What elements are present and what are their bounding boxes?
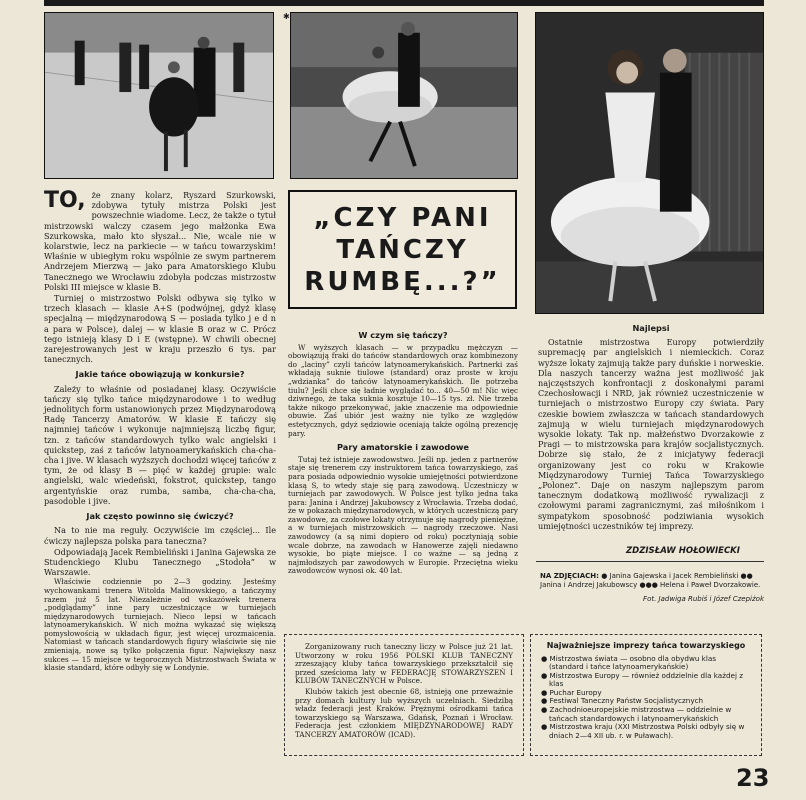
caption-rule xyxy=(536,561,764,562)
caption-text: ● Janina Gajewska i Jacek Rembieliński ●● Janina i Andrzej Jakubowscy ●●● Helena i Paweł Dvorzakowie. xyxy=(540,572,761,589)
photo-caption xyxy=(540,572,764,604)
section-heading-dances: Jakie tańce obowiązują w konkursie? xyxy=(75,369,245,380)
photo-dancers-2 xyxy=(290,12,518,179)
right-column xyxy=(538,323,764,532)
photo-dancers-3 xyxy=(535,12,764,314)
title-line-3: RUMBĘ...?” xyxy=(304,266,501,297)
events-list-item: ● Zachodnioeuropejskie mistrzostwa — oddzielnie w tańcach standardowych i latynoamerykańskich xyxy=(541,705,732,723)
photo-credit: Fot. Jadwiga Rubiś i Józef Czepiżok xyxy=(643,595,764,603)
caption-label: NA ZDJĘCIACH: xyxy=(540,572,599,580)
section-heading-practice: Jak często powinno się ćwiczyć? xyxy=(86,511,234,522)
star-glyph: ✱ xyxy=(283,12,290,21)
top-rule xyxy=(44,0,764,6)
left-column xyxy=(44,190,276,674)
practice-paragraph-2: Odpowiadają Jacek Rembieliński i Janina Gajewska ze Studenckiego Klubu Tanecznego „Stodoła” w Warszawie. xyxy=(44,546,276,578)
practice-paragraph-3: Właściwie codziennie po 2—3 godziny. Jesteśmy wychowankami trenera Witolda Malinowskiego, a tańczymy razem już 5 lat. Niezależnie od wskazówek trenera „podglądamy” inne pary uczestniczące w turniejach międzynarodowych turniejach. Nieco lepsi w tańcach latynoamerykańskich. W nich można wykazać się większą pomysłowością w układach figur, jest więcej urozmaicenia. Natomiast w tańcach standardowych figury właściwie się nie zmieniają, nowe są tylko połączenia figur. Największy nasz sukces — 15 miejsce w tegorocznych Mistrzostwach Świata w klasie standard, które odbyły się w Londynie. xyxy=(44,577,276,673)
author-signature: ZDZISŁAW HOŁOWIECKI xyxy=(626,546,740,556)
attire-paragraph: W wyższych klasach — w przypadku mężczyzn — obowiązują fraki do tańców standardowych oraz kombinezony do „laciny” czyli tańców latynoamerykańskich. Partnerki zaś wkładają suknie tiulowe (standard) oraz proste w kroju „wdzianka” do tańców latynoamerykańskich. Ile potrzeba tiulu? Jeśli chce się ładnie wyglądać to... 40—50 m! Nic więc dziwnego, że taka suknia kosztuje 10—15 tys. zł. Nie trzeba także nikogo przekonywać, jakie znaczenie ma odpowiednie obuwie. Zaś ubiór jest ważny nie tylko ze względów estetycznych, gdyż sędziowie oceniają także ogólną prezencję pary. xyxy=(288,342,518,438)
federation-box xyxy=(284,634,524,756)
middle-column xyxy=(288,326,518,577)
page-number: 23 xyxy=(736,764,770,792)
federation-paragraph-1: Zorganizowany ruch taneczny liczy w Polsce już 21 lat. Utworzony w roku 1956 POLSKI KLUB TANECZNY zrzeszający kluby tańca towarzyskiego przekształcił się przed sześcioma laty w FEDERACJĘ STOWARZYSZEŃ I KLUBÓW TANECZNYCH w Polsce. xyxy=(295,642,513,686)
events-list-item: ● Mistrzostwa Europy — również oddzielnie dla każdej z klas xyxy=(541,670,744,689)
dropcap: TO, xyxy=(44,188,86,213)
photo-dancers-1 xyxy=(44,12,274,179)
events-list-item: ● Mistrzostwa świata — osobno dla obydwu klas (standard i tańce latynoamerykańskie) xyxy=(541,653,716,672)
title-line-1: „CZY PANI xyxy=(313,202,492,233)
intro-paragraph: TO, że znany kolarz, Ryszard Szurkowski, zdobywa tytuły mistrza Polski jest powszechnie wiadome. Lecz, że także o tytuł mistrzowski walczy czasem jego małżonka Ewa Szurkowska, mało kto słyszał... Nie, wcale nie w kolarstwie, lecz na parkiecie — w tańcu towarzyskim! Właśnie w ubiegłym roku wspólnie ze swym partnerem Andrzejem Mierzwą — jako para Amatorskiego Klubu Tanecznego we Wrocławiu zdobyła podczas mistrzostw Polski III miejsce w klasie B. xyxy=(44,188,276,292)
section-heading-best: Najlepsi xyxy=(632,323,670,333)
events-box xyxy=(530,634,762,756)
events-list xyxy=(541,655,751,741)
intro-paragraph-2: Turniej o mistrzostwo Polski odbywa się tylko w trzech klasach — klasie A+S (podwójnej, gdyż klasę specjalną — międzynarodową S — posiada tylko j e d n a para w Polsce), dalej — w klasie B oraz w C. Prócz tego istnieją klasy D i E (wstępne). W chwili obecnej zarejestrowanych jest w kraju przeszło 6 tys. par tanecznych. xyxy=(44,293,276,365)
events-list-item: ● Puchar Europy xyxy=(541,687,602,697)
events-heading: Najważniejsze imprezy tańca towarzyskiego xyxy=(546,641,746,650)
title-line-2: TAŃCZY xyxy=(336,234,469,265)
section-heading-attire: W czym się tańczy? xyxy=(358,330,448,340)
events-list-item: ● Festiwal Taneczny Państw Socjalistycznych xyxy=(541,696,704,706)
best-paragraph: Ostatnie mistrzostwa Europy potwierdziły supremację par angielskich i niemieckich. Coraz wyższe lokaty zajmują także pary duńskie i norweskie. Dla naszych tancerzy ważna jest możliwość jak najczęstszych konfrontacji z doskonałymi parami Czechosłowacji i NRD, jak również uczestniczenie w turniejach o mistrzostwo Europy czy świata. Pary czeskie bowiem zwłaszcza w tańcach standardowych zajmują w wielu turniejach międzynarodowych wysokie lokaty. Tak np. małżeństwo Dvorzakowie z Pragi — to mistrzowska para krajów socjalistycznych. Dobrze się stało, że z inicjatywy federacji organizowany jest co roku w Krakowie Międzynarodowy Turniej Tańca Towarzyskiego „Polonez”. Daje on naszym najlepszym parom tanecznym dodatkową możliwość rywalizacji z czołowymi parami zagranicznymi, zaś miłośnikom i sympatykom sposobność podziwiania wysokich umiejętności uczestników tej imprezy. xyxy=(538,337,764,531)
section-heading-pro: Pary amatorskie i zawodowe xyxy=(337,442,469,453)
article-title xyxy=(288,190,517,309)
events-list-item: ● Mistrzostwa kraju (XXI Mistrzostwa Polski odbyły się w dniach 2—4 XII ub. r. w Puławach). xyxy=(541,722,745,740)
dances-paragraph: Zależy to właśnie od posiadanej klasy. Oczywiście tańczy się tylko tańce międzynarodowe i to według jednolitych form ustanowionych przez Międzynarodową Radę Tancerzy Amatorów. W klasie E tańczy się najmniej tańców i wykonuje najmniejszą liczbę figur, tzn. z tańców standardowych tylko walc angielski i quickstep, zaś z tańców latynoamerykańskich cha-cha-cha i jive. W klasach wyższych dochodzi więcej tańców z tym, że od klasy B — pięć w każdej grupie: walc angielski, walc wiedeński, fokstrot, quickstep, tango argentyńskie oraz rumba, samba, cha-cha-cha, pasodoble i jive. xyxy=(44,383,276,506)
federation-paragraph-2: Klubów takich jest obecnie 68, istnieją one przeważnie przy domach kultury lub wyższych uczelniach. Siedzibą władz federacji jest Kraków. Prężnymi ośrodkami tańca towarzyskiego są Warszawa, Gdańsk, Poznań i Wrocław. Federacja jest członkiem MIĘDZYNARODOWEJ RADY TANCERZY AMATORÓW (ICAD). xyxy=(295,686,513,739)
practice-paragraph-1: Na to nie ma reguły. Oczywiście im częściej... Ile ćwiczy najlepsza polska para taneczna? xyxy=(44,525,276,546)
pro-paragraph: Tutaj też istnieje zawodowstwo. Jeśli np. jeden z partnerów staje się trenerem czy instruktorem tańca towarzyskiego, zaś para posiada odpowiednio wysokie umiejętności potwierdzone klasą S, to wtedy staje się parą zawodową. Uczestniczy w turniejach par zawodowych. W Polsce jest tylko jedna taka para: Janina i Andrzej Jakubowscy z Wrocławia. Trzeba dodać, że w pokazach międzynarodowych, w których uczestniczą pary zawodowe, za czołowe lokaty otrzymuje się nagrody pieniężne, a w turniejach mistrzowskich — nagrody rzeczowe. Nasi zawodowcy (a są nimi dopiero od roku) pocztyniają sobie wcale dobrze, na zawodach w Hanowerze zajęli niedawno wysokie, bo piąte miejsce. I co ważne — są jedną z najmłodszych par zawodowych w Europie. Przeciętna wieku zawodowców wynosi ok. 40 lat. xyxy=(288,454,518,576)
